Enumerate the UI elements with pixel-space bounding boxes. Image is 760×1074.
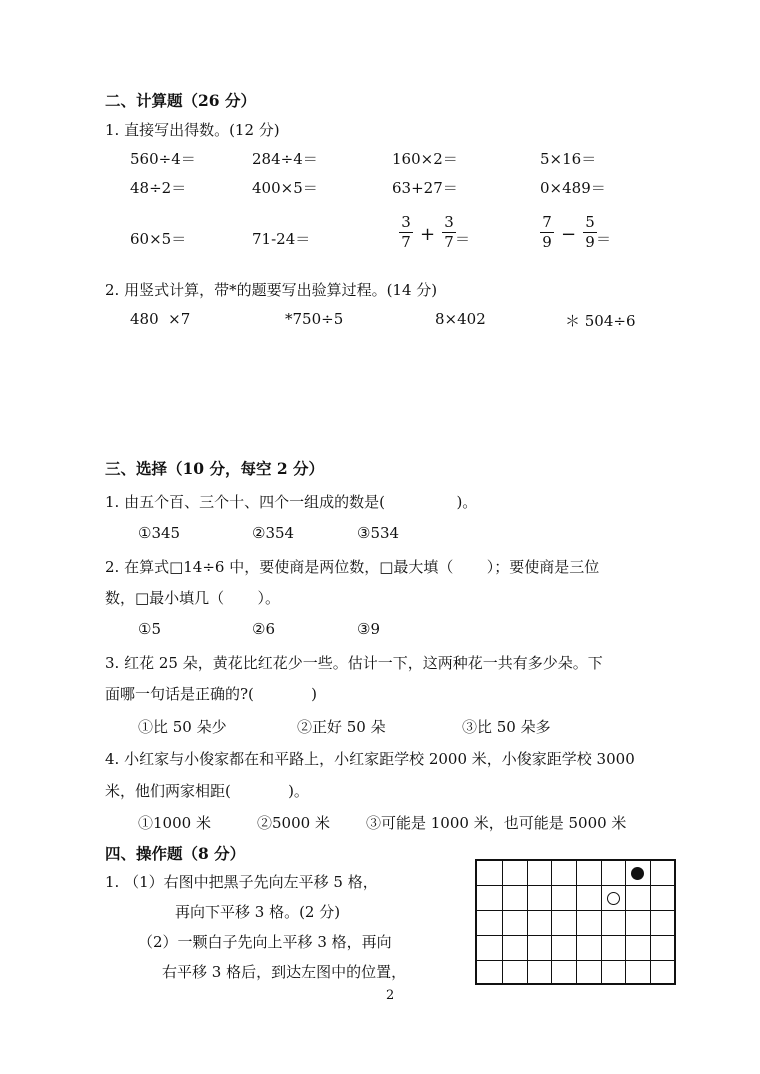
numerator: 5 [585, 213, 595, 231]
fraction [540, 214, 554, 251]
operator: − [561, 224, 577, 245]
denominator: 7 [444, 233, 454, 251]
option: ②354 [252, 524, 295, 542]
question-text: 米，他们两家相距( )。 [105, 782, 309, 800]
option: ②正好 50 朵 [297, 718, 386, 736]
option: ①1000 米 [138, 814, 211, 832]
grid-line [551, 861, 552, 983]
numerator: 3 [444, 213, 454, 231]
calc-item: 48÷2＝ [130, 179, 187, 197]
question-text: 1. 由五个百、三个十、四个一组成的数是( )。 [105, 493, 478, 511]
grid-line [576, 861, 577, 983]
vertical-calc-item: *750÷5 [285, 310, 344, 328]
calc-item: 5×16＝ [540, 150, 597, 168]
calc-item: 71-24＝ [252, 230, 311, 248]
question-text: 数，□最小填几（ ）。 [105, 589, 281, 607]
numerator: 3 [401, 213, 411, 231]
denominator: 9 [542, 233, 552, 251]
question-text: （2）一颗白子先向上平移 3 格，再向 [138, 933, 392, 951]
section3-title: 三、选择（10 分，每空 2 分） [105, 459, 325, 478]
grid-line [477, 960, 674, 961]
question-text: 面哪一句话是正确的?( ) [105, 685, 317, 703]
option: ①比 50 朵少 [138, 718, 227, 736]
grid-line [650, 861, 651, 983]
option: ③9 [357, 620, 380, 638]
fraction [399, 214, 413, 251]
question-text: 3. 红花 25 朵，黄花比红花少一些。估计一下，这两种花一共有多少朵。下 [105, 654, 603, 672]
option: ②5000 米 [257, 814, 330, 832]
option: ②6 [252, 620, 275, 638]
question-text: 4. 小红家与小俊家都在和平路上，小红家距学校 2000 米，小俊家距学校 3000 [105, 750, 635, 768]
vertical-calc-item: ＊ 504÷6 [565, 312, 636, 330]
fraction [583, 214, 597, 251]
calc-item: 160×2＝ [392, 150, 458, 168]
calc-item: 560÷4＝ [130, 150, 196, 168]
equals: ＝ [455, 230, 471, 248]
calc-item: 60×5＝ [130, 230, 187, 248]
grid-line [601, 861, 602, 983]
question-text: 1. （1）右图中把黑子先向左平移 5 格， [105, 873, 378, 891]
option: ①5 [138, 620, 161, 638]
section4-title: 四、操作题（8 分） [105, 844, 246, 863]
grid-line [625, 861, 626, 983]
fraction [442, 214, 456, 251]
q2-2-label: 2. 用竖式计算，带*的题要写出验算过程。(14 分) [105, 281, 438, 299]
question-text: 2. 在算式□14÷6 中，要使商是两位数，□最大填（ ）；要使商是三位 [105, 558, 600, 576]
page-number: 2 [386, 988, 395, 1003]
chess-grid [475, 859, 676, 985]
q2-1-label: 1. 直接写出得数。(12 分) [105, 121, 280, 139]
grid-line [477, 910, 674, 911]
denominator: 7 [401, 233, 411, 251]
calc-item: 63+27＝ [392, 179, 458, 197]
vertical-calc-item: 480 ×7 [130, 310, 191, 328]
option: ③534 [357, 524, 400, 542]
calc-item: 400×5＝ [252, 179, 318, 197]
numerator: 7 [542, 213, 552, 231]
denominator: 9 [585, 233, 595, 251]
question-text: 再向下平移 3 格。(2 分) [175, 903, 341, 921]
calc-item: 0×489＝ [540, 179, 606, 197]
vertical-calc-item: 8×402 [435, 310, 486, 328]
white-piece [607, 892, 620, 905]
grid-line [502, 861, 503, 983]
option: ③比 50 朵多 [462, 718, 551, 736]
calc-item: 284÷4＝ [252, 150, 318, 168]
black-piece [631, 867, 644, 880]
section2-title: 二、计算题（26 分） [105, 91, 256, 110]
grid-line [477, 885, 674, 886]
option: ①345 [138, 524, 181, 542]
equals: ＝ [596, 230, 612, 248]
operator: + [420, 224, 436, 245]
grid-line [527, 861, 528, 983]
grid-line [477, 935, 674, 936]
option: ③可能是 1000 米，也可能是 5000 米 [366, 814, 627, 832]
question-text: 右平移 3 格后，到达左图中的位置， [162, 963, 407, 981]
